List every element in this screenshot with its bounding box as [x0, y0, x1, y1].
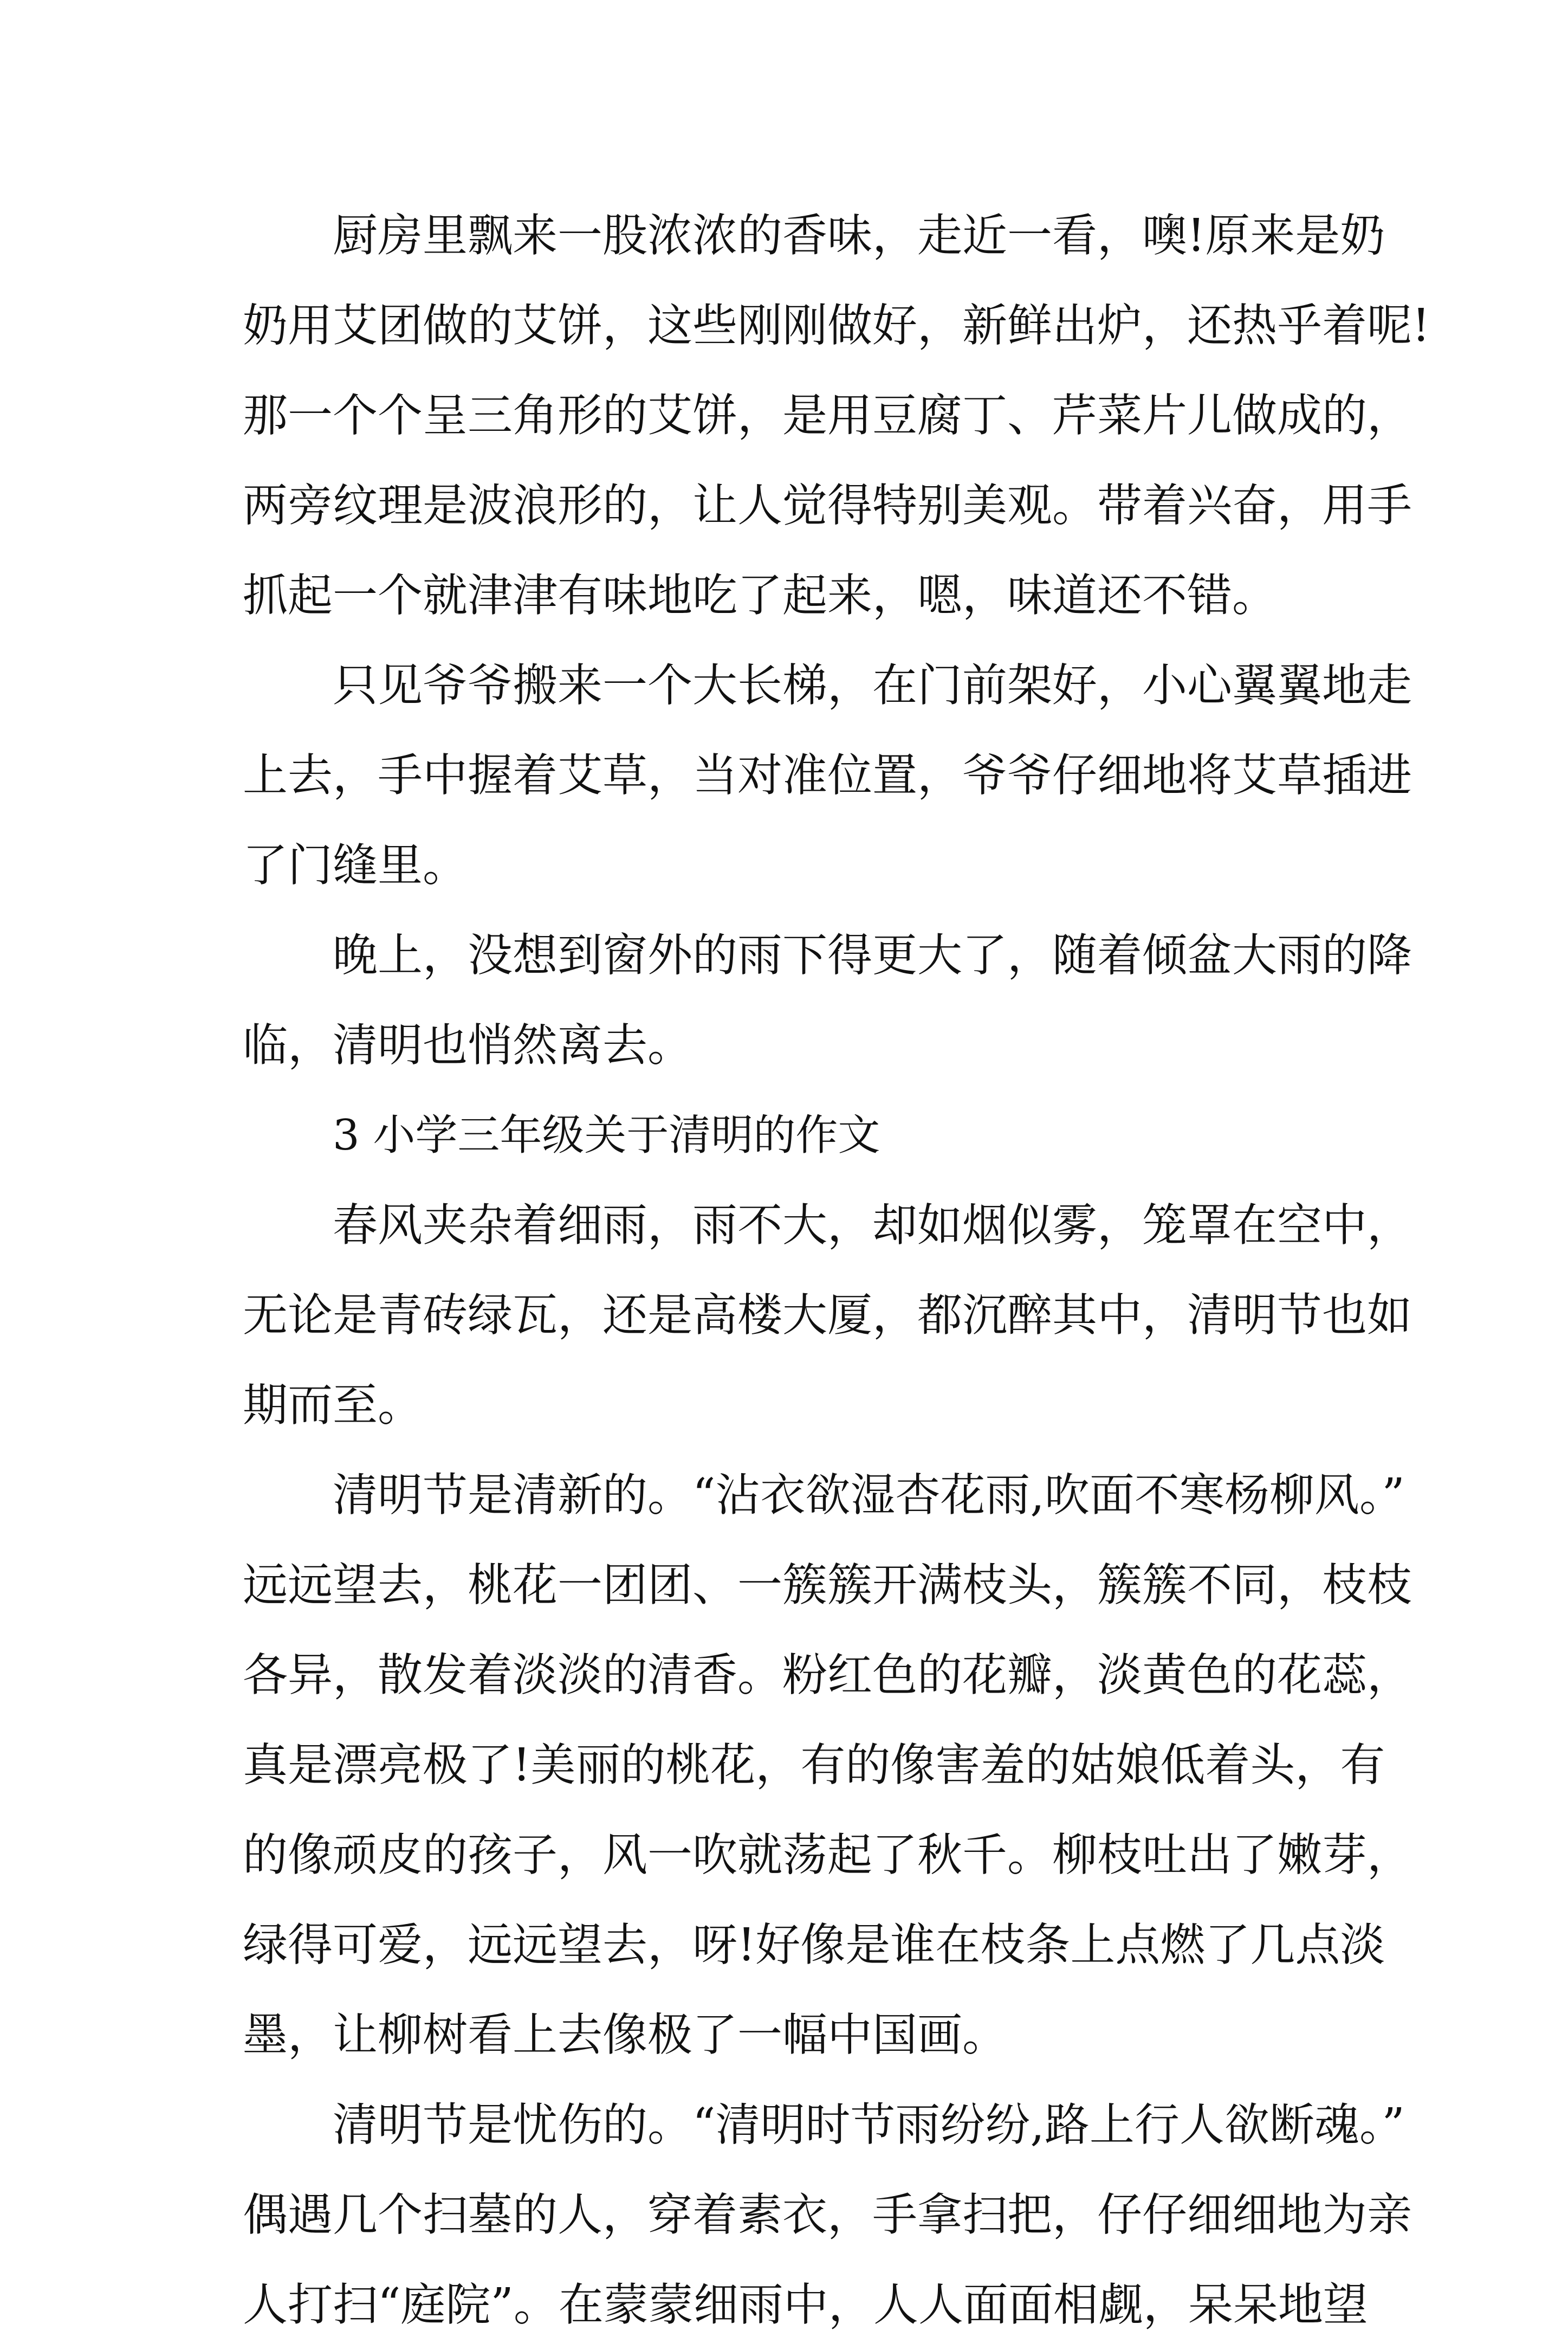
text-line: 远远望去，桃花一团团、一簇簇开满枝头，簇簇不同，枝枝	[243, 1559, 1412, 1611]
text-line: 那一个个呈三角形的艾饼，是用豆腐丁、芹菜片儿做成的，	[243, 389, 1412, 442]
text-line: 上去，手中握着艾草，当对准位置，爷爷仔细地将艾草插进	[243, 749, 1412, 802]
text-line: 期而至。	[243, 1379, 423, 1431]
text-line: 临，清明也悄然离去。	[243, 1019, 692, 1071]
text-line: 绿得可爱，远远望去，呀!好像是谁在枝条上点燃了几点淡	[243, 1919, 1385, 1971]
paragraph-3	[243, 911, 1412, 1090]
paragraph-4	[243, 1180, 1412, 1450]
text-line: 春风夹杂着细雨，雨不大，却如烟似雾，笼罩在空中，	[333, 1199, 1412, 1251]
text-line: 人打扫“庭院”。在蒙蒙细雨中，人人面面相觑，呆呆地望	[243, 2278, 1368, 2331]
text-line: 清明节是忧伤的。“清明时节雨纷纷,路上行人欲断魂。”	[333, 2099, 1405, 2151]
text-line: 厨房里飘来一股浓浓的香味，走近一看，噢!原来是奶	[333, 209, 1385, 262]
text-line: 只见爷爷搬来一个大长梯，在门前架好，小心翼翼地走	[333, 659, 1412, 712]
paragraph-1	[243, 191, 1430, 641]
text-line: 偶遇几个扫墓的人，穿着素衣，手拿扫把，仔仔细细地为亲	[243, 2188, 1412, 2241]
heading-text: 3 小学三年级关于清明的作文	[333, 1111, 880, 1160]
text-line: 清明节是清新的。“沾衣欲湿杏花雨,吹面不寒杨柳风。”	[333, 1469, 1405, 1521]
text-line: 奶用艾团做的艾饼，这些刚刚做好，新鲜出炉，还热乎着呢!	[243, 299, 1430, 352]
text-line: 了门缝里。	[243, 839, 468, 892]
paragraph-2	[243, 641, 1412, 911]
document-body	[243, 191, 1430, 2350]
text-line: 两旁纹理是波浪形的，让人觉得特别美观。带着兴奋，用手	[243, 479, 1412, 532]
paragraph-6	[243, 2080, 1412, 2350]
text-line: 的像顽皮的孩子，风一吹就荡起了秋千。柳枝吐出了嫩芽，	[243, 1829, 1412, 1881]
text-line: 晚上，没想到窗外的雨下得更大了，随着倾盆大雨的降	[333, 929, 1412, 982]
text-line: 抓起一个就津津有味地吃了起来，嗯，味道还不错。	[243, 569, 1277, 622]
paragraph-5	[243, 1450, 1412, 2080]
text-line: 墨，让柳树看上去像极了一幅中国画。	[243, 2009, 1007, 2061]
text-line: 真是漂亮极了!美丽的桃花，有的像害羞的姑娘低着头，有	[243, 1739, 1385, 1791]
text-line: 无论是青砖绿瓦，还是高楼大厦，都沉醉其中，清明节也如	[243, 1289, 1412, 1341]
section-heading	[243, 1090, 1370, 1180]
text-line: 各异，散发着淡淡的清香。粉红色的花瓣，淡黄色的花蕊，	[243, 1649, 1412, 1701]
